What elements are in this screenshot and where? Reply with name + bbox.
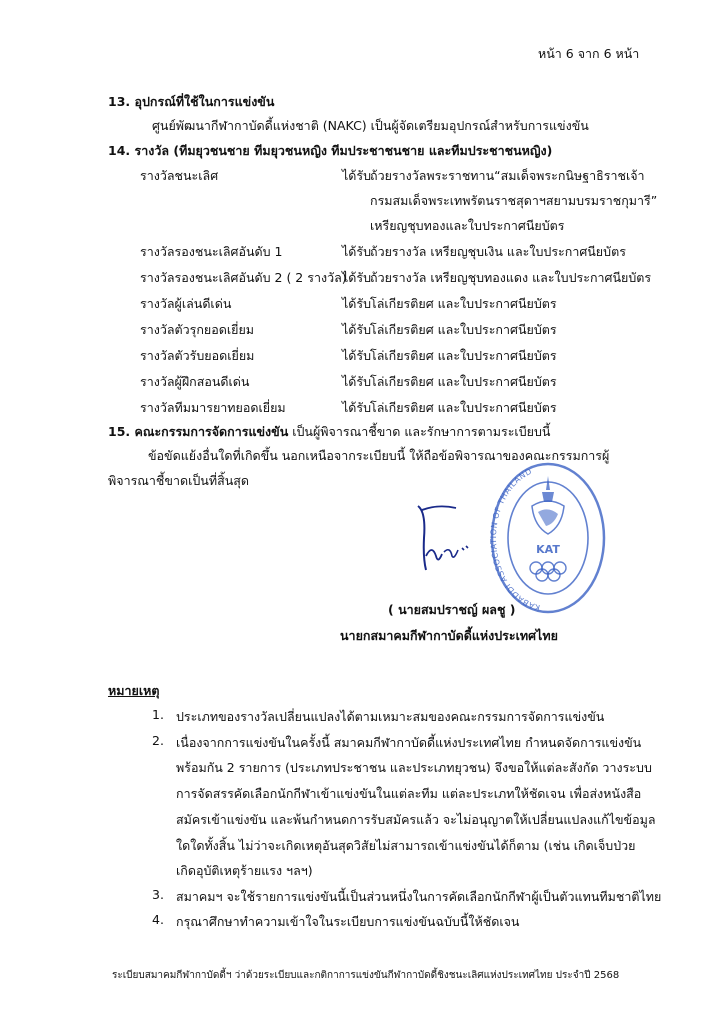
award-receive: ได้รับ	[342, 168, 372, 183]
award-prize: โล่เกียรติยศ และใบประกาศนียบัตร	[370, 322, 557, 337]
section-15-para-line1: ข้อขัดแย้งอื่นใดที่เกิดขึ้น นอกเหนือจากระเบียบนี้ ให้ถือข้อพิจารณาของคณะกรรมการผู้	[148, 448, 610, 463]
note-number: 4.	[152, 912, 164, 927]
award-name: รางวัลผู้เล่นดีเด่น	[140, 296, 232, 311]
notes-heading: หมายเหตุ	[108, 683, 160, 698]
note-number: 1.	[152, 707, 164, 722]
note-line: กรุณาศึกษาทำความเข้าใจในระเบียบการแข่งขันฉบับนี้ให้ชัดเจน	[176, 914, 520, 929]
award-name: รางวัลรองชนะเลิศอันดับ 1	[140, 244, 283, 259]
award-receive: ได้รับ	[342, 400, 372, 415]
section-15-heading: 15. คณะกรรมการจัดการแข่งขัน	[108, 424, 289, 439]
note-line: สมาคมฯ จะใช้รายการแข่งขันนี้เป็นส่วนหนึ่งในการคัดเลือกนักกีฬาผู้เป็นตัวแทนทีมชาติไทย	[176, 889, 662, 904]
signatory-position: นายกสมาคมกีฬากาบัดดี้แห่งประเทศไทย	[340, 628, 558, 643]
note-line: เกิดอุบัติเหตุร้ายแรง ฯลฯ)	[176, 863, 313, 878]
page-footer: ระเบียบสมาคมกีฬากาบัดดี้ฯ ว่าด้วยระเบียบและกติกาการแข่งขันกีฬากาบัดดี้ชิงชนะเลิศแห่งประเทศไทย ประจำปี 2568	[112, 970, 620, 981]
award-name: รางวัลชนะเลิศ	[140, 168, 219, 183]
award-prize-line2: กรมสมเด็จพระเทพรัตนราชสุดาฯสยามบรมราชกุมารี”	[370, 193, 658, 208]
award-receive: ได้รับ	[342, 374, 372, 389]
association-seal	[488, 456, 608, 616]
note-line: เนื่องจากการแข่งขันในครั้งนี้ สมาคมกีฬากาบัดดี้แห่งประเทศไทย กำหนดจัดการแข่งขัน	[176, 735, 642, 750]
award-prize: ถ้วยรางวัล เหรียญชุบทองแดง และใบประกาศนียบัตร	[370, 270, 652, 285]
award-name: รางวัลตัวรุกยอดเยี่ยม	[140, 322, 255, 337]
award-prize: โล่เกียรติยศ และใบประกาศนียบัตร	[370, 348, 557, 363]
note-line: พร้อมกัน 2 รายการ (ประเภทประชาชน และประเภทยุวชน) จึงขอให้แต่ละสังกัด วางระบบ	[176, 760, 652, 775]
award-prize: โล่เกียรติยศ และใบประกาศนียบัตร	[370, 296, 557, 311]
handwritten-signature	[408, 498, 488, 578]
section-15-heading-line	[108, 422, 550, 442]
award-name: รางวัลตัวรับยอดเยี่ยม	[140, 348, 255, 363]
award-receive: ได้รับ	[342, 322, 372, 337]
note-line: การจัดสรรคัดเลือกนักกีฬาเข้าแข่งขันในแต่ละทีม แต่ละประเภทให้ชัดเจน เพื่อส่งหนังสือ	[176, 786, 642, 801]
award-name: รางวัลรองชนะเลิศอันดับ 2 ( 2 รางวัล)	[140, 270, 347, 285]
award-prize: ถ้วยรางวัล เหรียญชุบเงิน และใบประกาศนียบัตร	[370, 244, 626, 259]
award-prize: โล่เกียรติยศ และใบประกาศนียบัตร	[370, 374, 557, 389]
signatory-name: ( นายสมปราชญ์ ผลชู )	[388, 602, 516, 617]
award-prize-line3: เหรียญชุบทองและใบประกาศนียบัตร	[370, 218, 565, 233]
note-line: ประเภทของรางวัลเปลี่ยนแปลงได้ตามเหมาะสมของคณะกรรมการจัดการแข่งขัน	[176, 709, 605, 724]
note-line: ใดใดทั้งสิ้น ไม่ว่าจะเกิดเหตุอันสุดวิสัยไม่สามารถเข้าแข่งขันได้ก็ตาม (เช่น เกิดเจ็บป่วย	[176, 838, 636, 853]
award-prize: ถ้วยรางวัลพระราชทาน“สมเด็จพระกนิษฐาธิราชเจ้า	[370, 168, 645, 183]
award-receive: ได้รับ	[342, 296, 372, 311]
note-line: สมัครเข้าแข่งขัน และพ้นกำหนดการรับสมัครแล้ว จะไม่อนุญาตให้เปลี่ยนแปลงแก้ไขข้อมูล	[176, 812, 656, 827]
award-name: รางวัลผู้ฝึกสอนดีเด่น	[140, 374, 250, 389]
note-number: 3.	[152, 887, 164, 902]
section-13-heading: 13. อุปกรณ์ที่ใช้ในการแข่งขัน	[108, 94, 275, 109]
award-name: รางวัลทีมมารยาทยอดเยี่ยม	[140, 400, 286, 415]
award-receive: ได้รับ	[342, 348, 372, 363]
award-receive: ได้รับ	[342, 244, 372, 259]
page-number: หน้า 6 จาก 6 หน้า	[538, 46, 640, 61]
section-15-para-line2: พิจารณาชี้ขาดเป็นที่สิ้นสุด	[108, 473, 249, 488]
svg-text:KABADDI ASSOCIATION OF THAILAN: KABADDI ASSOCIATION OF THAILAND	[489, 466, 542, 613]
section-13-text: ศูนย์พัฒนากีฬากาบัดดี้แห่งชาติ (NAKC) เป็นผู้จัดเตรียมอุปกรณ์สำหรับการแข่งขัน	[152, 118, 589, 133]
award-prize: โล่เกียรติยศ และใบประกาศนียบัตร	[370, 400, 557, 415]
award-receive: ได้รับ	[342, 270, 372, 285]
section-15-heading-rest: เป็นผู้พิจารณาชี้ขาด และรักษาการตามระเบียบนี้	[288, 424, 551, 439]
svg-text:KAT: KAT	[536, 543, 560, 556]
section-14-heading: 14. รางวัล (ทีมยุวชนชาย ทีมยุวชนหญิง ทีมประชาชนชาย และทีมประชาชนหญิง)	[108, 143, 553, 158]
note-number: 2.	[152, 733, 164, 748]
